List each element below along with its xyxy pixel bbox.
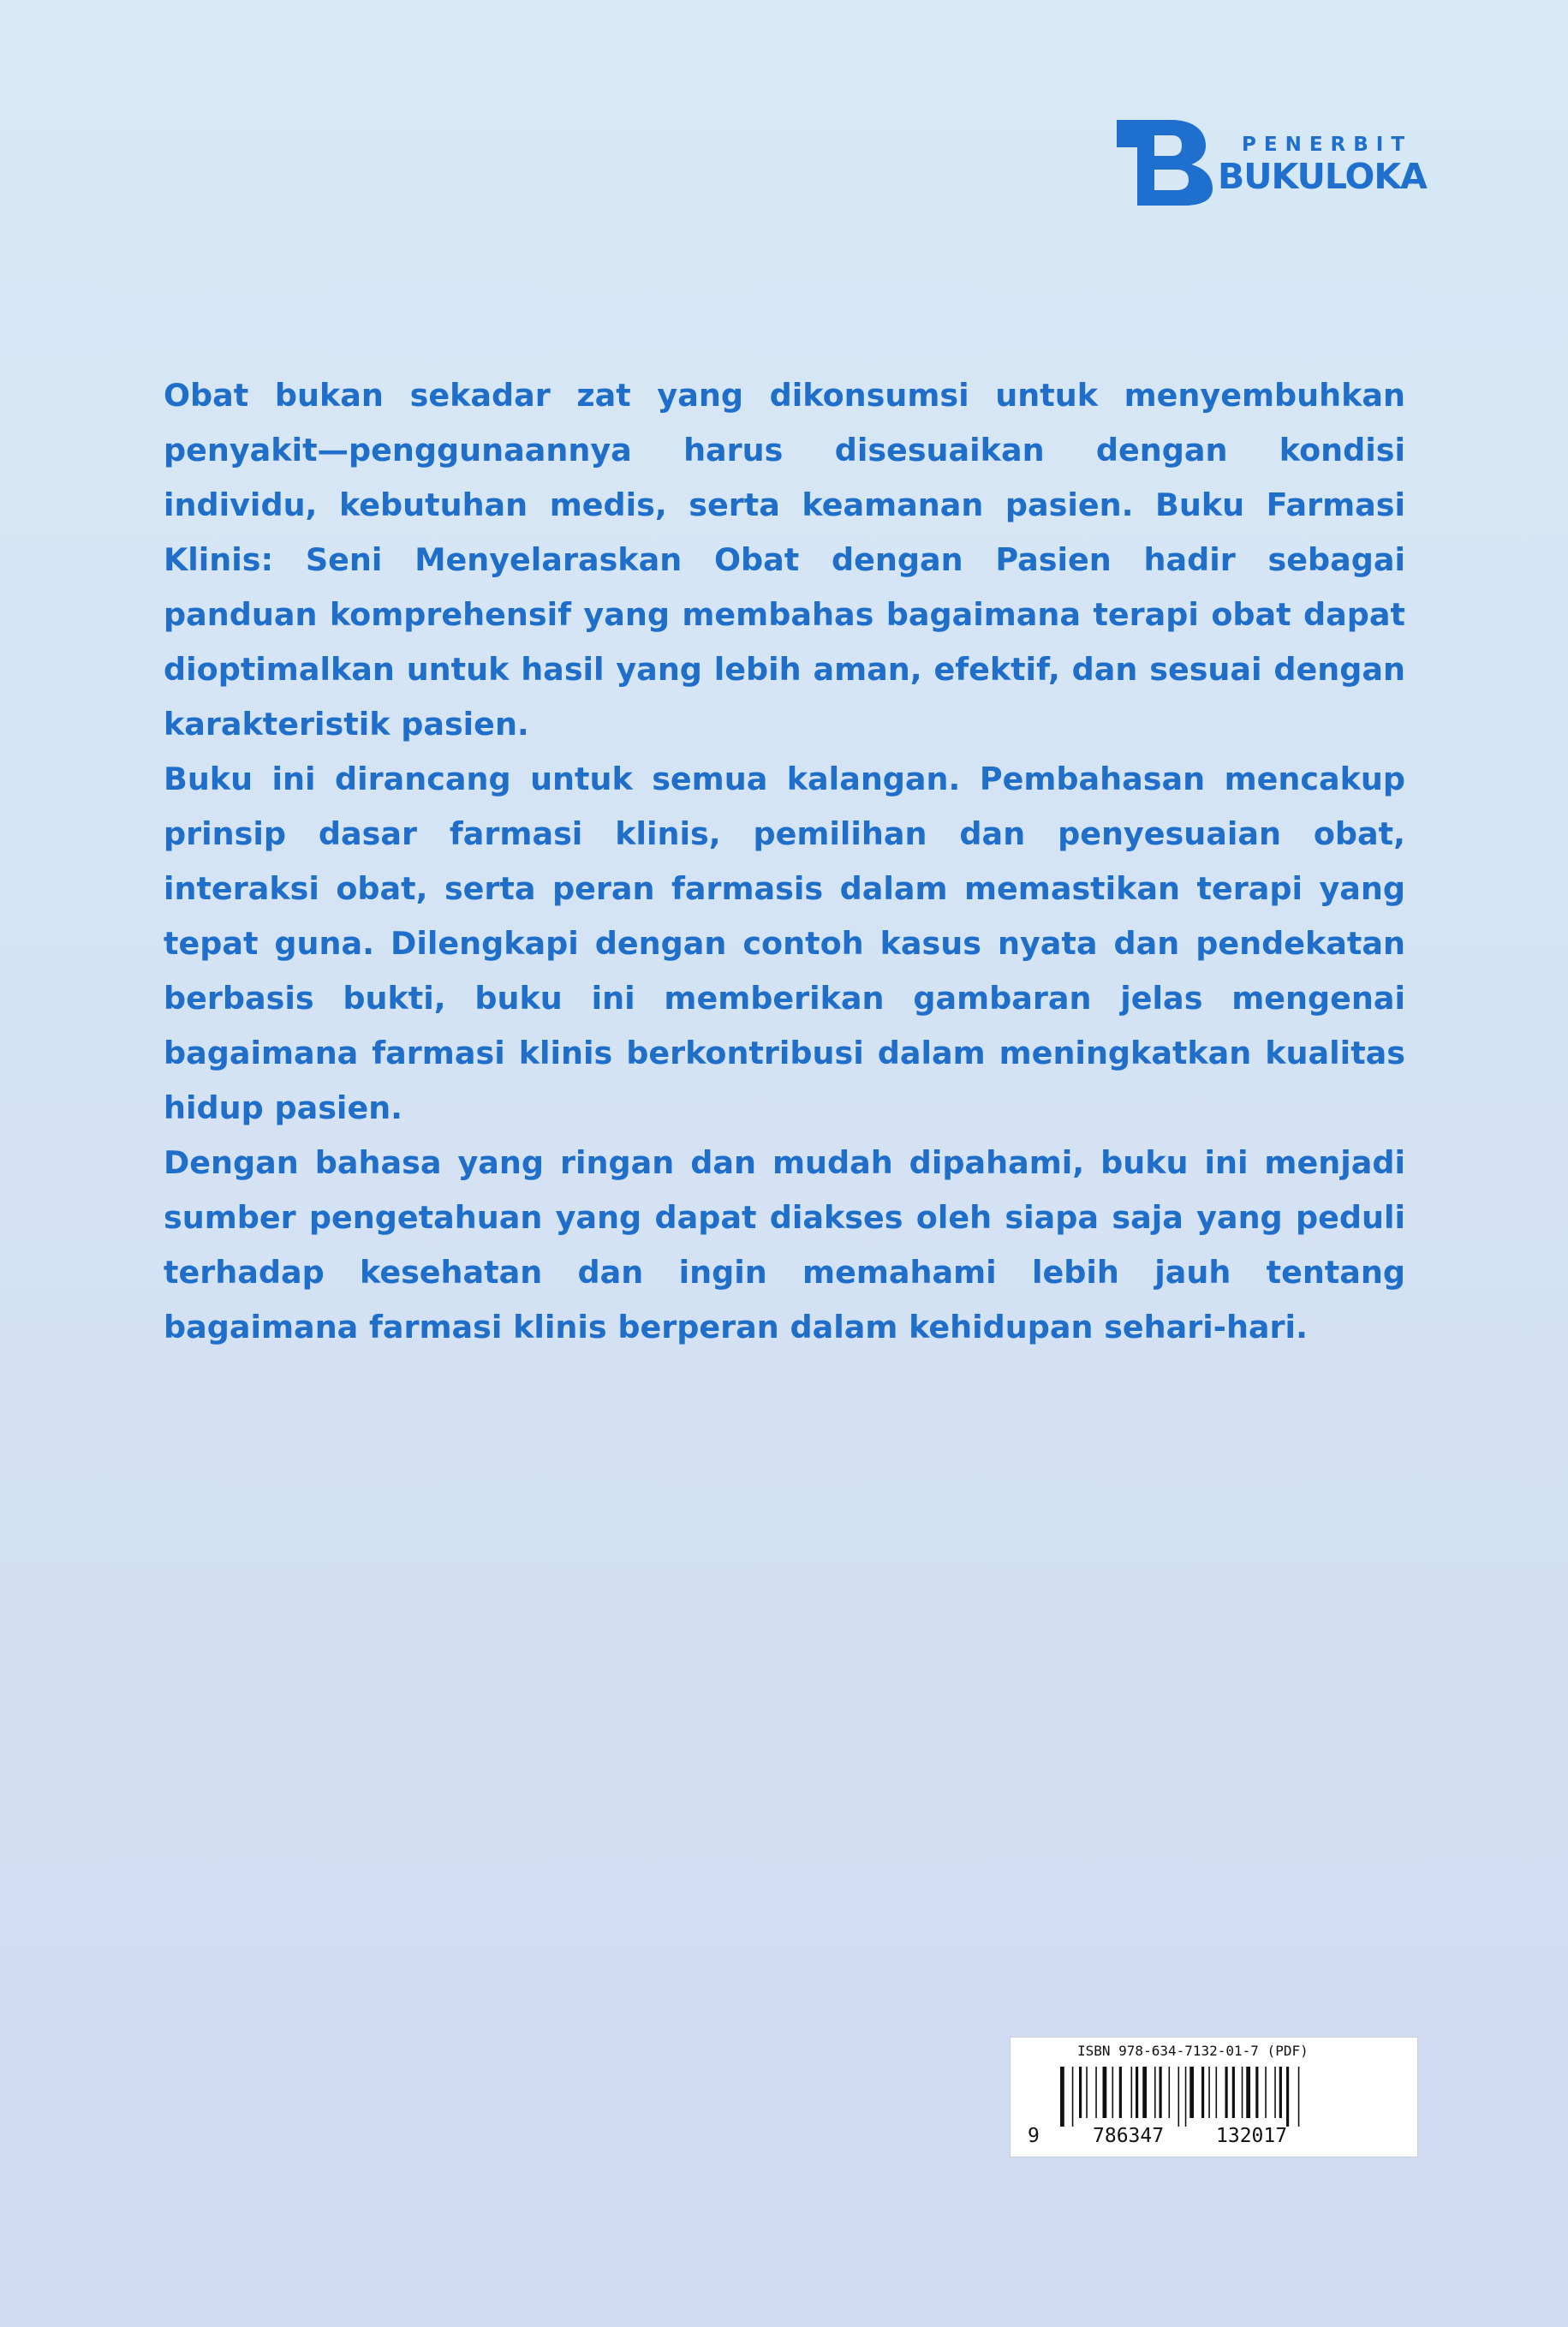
barcode-bar xyxy=(1131,2067,1133,2118)
barcode-digits-right: 132017 xyxy=(1216,2125,1288,2147)
isbn-label: ISBN 978-634-7132-01-7 (PDF) xyxy=(1077,2043,1309,2059)
barcode-bar xyxy=(1095,2067,1097,2118)
barcode-bar xyxy=(1136,2067,1138,2118)
barcode-bar xyxy=(1242,2067,1243,2118)
barcode-bar xyxy=(1255,2067,1258,2118)
barcode-bar xyxy=(1178,2067,1180,2127)
barcode-bar xyxy=(1185,2067,1187,2127)
barcode-bar xyxy=(1246,2067,1250,2118)
barcode-bar xyxy=(1154,2067,1156,2118)
description-paragraph: Obat bukan sekadar zat yang dikonsumsi untuk menyembuhkan penyakit—penggunaannya harus disesuaikan dengan kondisi individu, kebutuhan medis, serta keamanan pasien. Buku Farmasi Klinis: Seni Menyelaraskan Obat dengan Pasien hadir sebagai panduan komprehensif yang membahas bagaimana terapi obat dapat dioptimalkan untuk hasil yang lebih aman, efektif, dan sesuai dengan karakteristik pasien. xyxy=(164,377,1405,743)
barcode-bar xyxy=(1103,2067,1107,2118)
description-paragraph: Buku ini dirancang untuk semua kalangan. Pembahasan mencakup prinsip dasar farmasi klinis, pemilihan dan penyesuaian obat, interaksi obat, serta peran farmasis dalam memastikan terapi yang tepat guna. Dilengkapi dengan contoh kasus nyata dan pendekatan berbasis bukti, buku ini memberikan gambaran jelas mengenai bagaimana farmasi klinis berkontribusi dalam meningkatkan kualitas hidup pasien. xyxy=(164,761,1405,1126)
publisher-logo xyxy=(1113,120,1447,206)
barcode-bar xyxy=(1189,2067,1194,2118)
barcode-bar xyxy=(1298,2067,1300,2127)
barcode-bar xyxy=(1142,2067,1147,2118)
barcode-digit-first: 9 xyxy=(1028,2125,1040,2147)
barcode-bar xyxy=(1072,2067,1074,2127)
barcode-bar xyxy=(1169,2067,1171,2118)
barcode-bar xyxy=(1086,2067,1088,2118)
book-description xyxy=(164,368,1405,1355)
barcode-bar xyxy=(1265,2067,1267,2118)
barcode-digits-left: 786347 xyxy=(1093,2125,1165,2147)
barcode-bar xyxy=(1286,2067,1289,2127)
barcode-bar xyxy=(1208,2067,1210,2118)
publisher-name: BUKULOKA xyxy=(1218,156,1427,197)
publisher-label: PENERBIT xyxy=(1242,134,1413,156)
barcode-bar xyxy=(1279,2067,1282,2118)
bukuloka-b-logo-icon xyxy=(1113,120,1214,206)
barcode-bar xyxy=(1079,2067,1082,2118)
barcode-bar xyxy=(1160,2067,1162,2118)
description-paragraph: Dengan bahasa yang ringan dan mudah dipahami, buku ini menjadi sumber pengetahuan yang dapat diakses oleh siapa saja yang peduli terhadap kesehatan dan ingin memahami lebih jauh tentang bagaimana farmasi klinis berperan dalam kehidupan sehari-hari. xyxy=(164,1144,1405,1345)
barcode-bar xyxy=(1232,2067,1235,2118)
barcode-bars xyxy=(1060,2067,1334,2127)
barcode-bar xyxy=(1201,2067,1204,2118)
barcode-bar xyxy=(1216,2067,1218,2118)
barcode-bar xyxy=(1119,2067,1122,2118)
isbn-barcode xyxy=(1010,2037,1418,2157)
barcode-bar xyxy=(1112,2067,1114,2118)
barcode-bar xyxy=(1225,2067,1228,2118)
barcode-bar xyxy=(1274,2067,1276,2118)
barcode-bar xyxy=(1060,2067,1064,2127)
